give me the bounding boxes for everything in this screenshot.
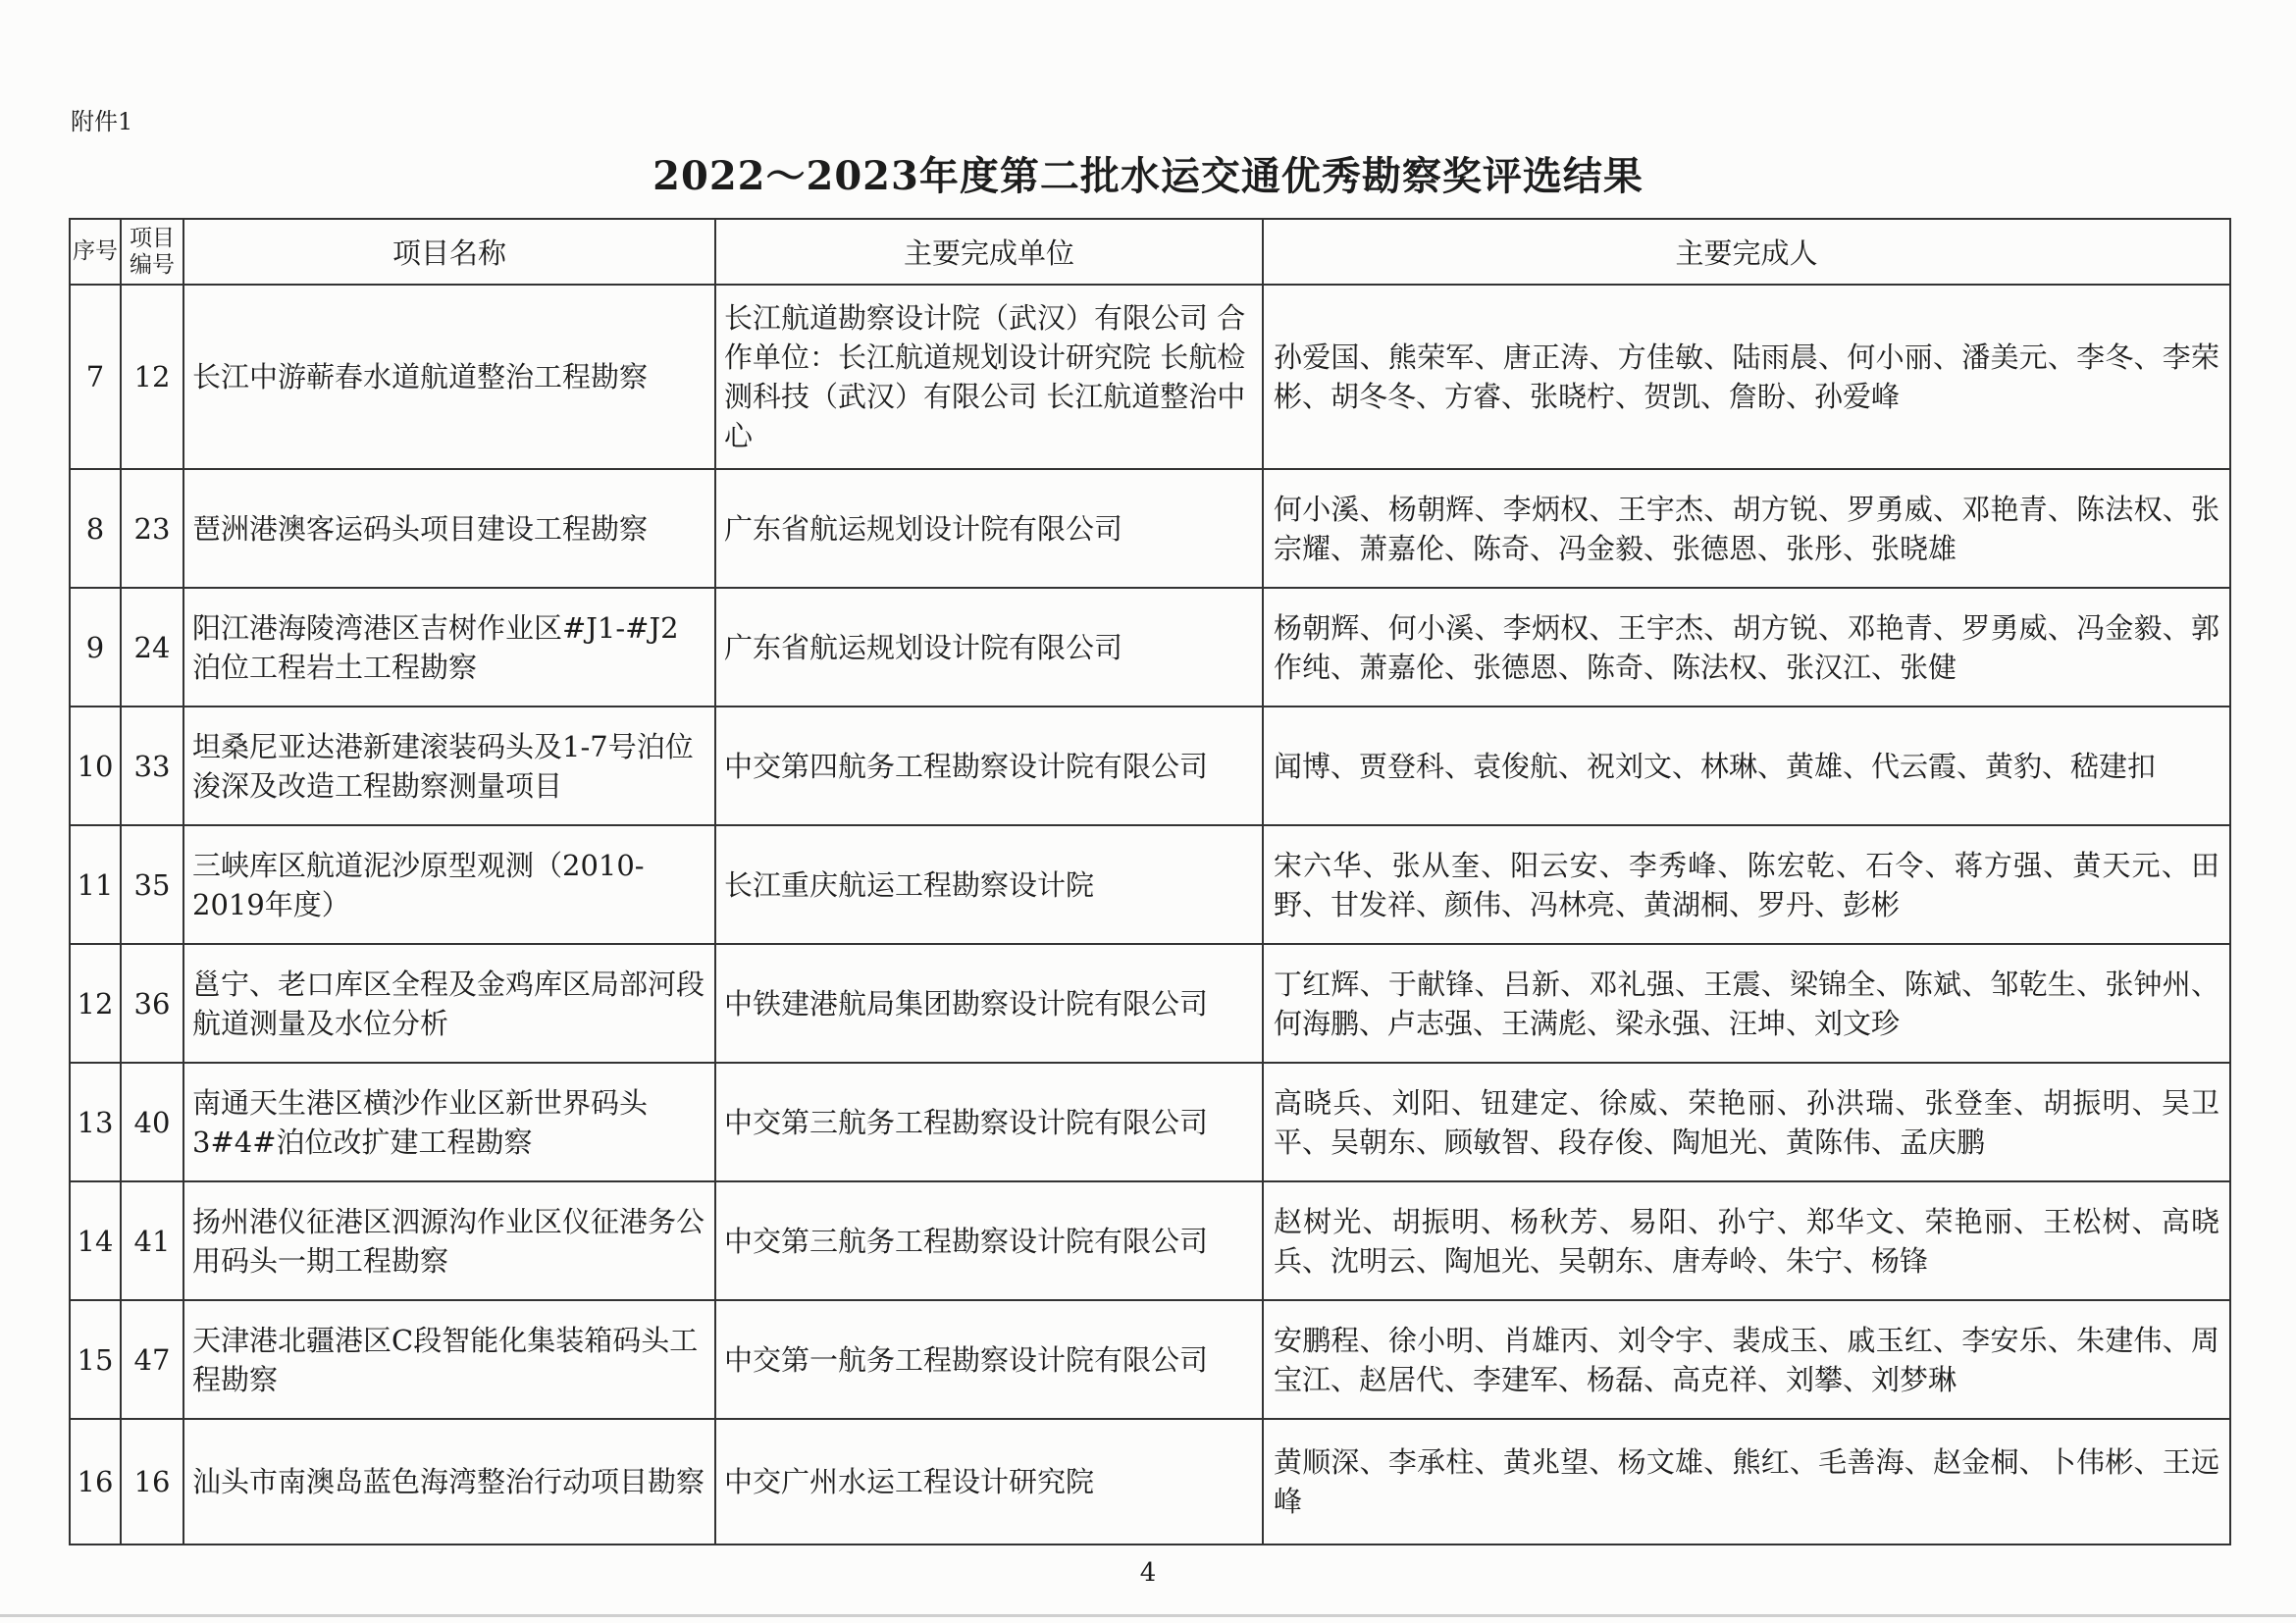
table-row <box>70 1063 2230 1181</box>
cell-project-number: 41 <box>121 1181 183 1300</box>
cell-main-unit: 中铁建港航局集团勘察设计院有限公司 <box>715 944 1263 1063</box>
table-row <box>70 1300 2230 1419</box>
cell-project-name: 琶洲港澳客运码头项目建设工程勘察 <box>183 469 715 588</box>
cell-project-name: 坦桑尼亚达港新建滚装码头及1-7号泊位浚深及改造工程勘察测量项目 <box>183 707 715 825</box>
header-seq: 序号 <box>70 219 121 285</box>
cell-main-unit: 广东省航运规划设计院有限公司 <box>715 469 1263 588</box>
cell-main-unit: 长江重庆航运工程勘察设计院 <box>715 825 1263 944</box>
cell-seq: 10 <box>70 707 121 825</box>
cell-project-number: 35 <box>121 825 183 944</box>
cell-main-people: 高晓兵、刘阳、钮建定、徐威、荣艳丽、孙洪瑞、张登奎、胡振明、吴卫平、吴朝东、顾敏智、段存俊、陶旭光、黄陈伟、孟庆鹏 <box>1263 1063 2230 1181</box>
cell-main-unit: 长江航道勘察设计院（武汉）有限公司 合作单位：长江航道规划设计研究院 长航检测科技（武汉）有限公司 长江航道整治中心 <box>715 285 1263 469</box>
results-table <box>69 218 2231 1545</box>
cell-project-number: 16 <box>121 1419 183 1544</box>
cell-seq: 12 <box>70 944 121 1063</box>
cell-project-name: 邕宁、老口库区全程及金鸡库区局部河段航道测量及水位分析 <box>183 944 715 1063</box>
table-row <box>70 1181 2230 1300</box>
header-main-people: 主要完成人 <box>1263 219 2230 285</box>
table-row <box>70 285 2230 469</box>
cell-main-people: 安鹏程、徐小明、肖雄丙、刘令宇、裴成玉、戚玉红、李安乐、朱建伟、周宝江、赵居代、李建军、杨磊、高克祥、刘攀、刘梦琳 <box>1263 1300 2230 1419</box>
cell-project-number: 40 <box>121 1063 183 1181</box>
attachment-label: 附件1 <box>71 108 133 135</box>
cell-seq: 13 <box>70 1063 121 1181</box>
cell-project-name: 三峡库区航道泥沙原型观测（2010-2019年度） <box>183 825 715 944</box>
table-row <box>70 944 2230 1063</box>
cell-project-name: 汕头市南澳岛蓝色海湾整治行动项目勘察 <box>183 1419 715 1544</box>
table-row <box>70 588 2230 707</box>
cell-main-people: 孙爱国、熊荣军、唐正涛、方佳敏、陆雨晨、何小丽、潘美元、李冬、李荣彬、胡冬冬、方睿、张晓柠、贺凯、詹盼、孙爱峰 <box>1263 285 2230 469</box>
cell-project-name: 长江中游蕲春水道航道整治工程勘察 <box>183 285 715 469</box>
cell-seq: 11 <box>70 825 121 944</box>
cell-seq: 14 <box>70 1181 121 1300</box>
table-row <box>70 1419 2230 1544</box>
cell-main-unit: 广东省航运规划设计院有限公司 <box>715 588 1263 707</box>
header-project-name: 项目名称 <box>183 219 715 285</box>
cell-project-number: 36 <box>121 944 183 1063</box>
bottom-divider <box>0 1614 2296 1617</box>
cell-seq: 8 <box>70 469 121 588</box>
cell-main-people: 黄顺深、李承柱、黄兆望、杨文雄、熊红、毛善海、赵金桐、卜伟彬、王远峰 <box>1263 1419 2230 1544</box>
cell-main-unit: 中交第一航务工程勘察设计院有限公司 <box>715 1300 1263 1419</box>
table-row <box>70 825 2230 944</box>
cell-main-unit: 中交第四航务工程勘察设计院有限公司 <box>715 707 1263 825</box>
cell-main-people: 杨朝辉、何小溪、李炳权、王宇杰、胡方锐、邓艳青、罗勇威、冯金毅、郭作纯、萧嘉伦、张德恩、陈奇、陈法权、张汉江、张健 <box>1263 588 2230 707</box>
table-body <box>70 285 2230 1544</box>
page-number: 4 <box>1139 1558 1157 1588</box>
cell-main-unit: 中交广州水运工程设计研究院 <box>715 1419 1263 1544</box>
cell-seq: 9 <box>70 588 121 707</box>
cell-project-name: 南通天生港区横沙作业区新世界码头3#4#泊位改扩建工程勘察 <box>183 1063 715 1181</box>
cell-seq: 15 <box>70 1300 121 1419</box>
table-row <box>70 469 2230 588</box>
cell-project-number: 33 <box>121 707 183 825</box>
cell-project-name: 阳江港海陵湾港区吉树作业区#J1-#J2泊位工程岩土工程勘察 <box>183 588 715 707</box>
cell-main-unit: 中交第三航务工程勘察设计院有限公司 <box>715 1063 1263 1181</box>
cell-project-name: 扬州港仪征港区泗源沟作业区仪征港务公用码头一期工程勘察 <box>183 1181 715 1300</box>
cell-main-people: 何小溪、杨朝辉、李炳权、王宇杰、胡方锐、罗勇威、邓艳青、陈法权、张宗耀、萧嘉伦、陈奇、冯金毅、张德恩、张彤、张晓雄 <box>1263 469 2230 588</box>
cell-project-number: 23 <box>121 469 183 588</box>
cell-project-number: 24 <box>121 588 183 707</box>
cell-main-people: 宋六华、张从奎、阳云安、李秀峰、陈宏乾、石令、蒋方强、黄天元、田野、甘发祥、颜伟、冯林亮、黄湖桐、罗丹、彭彬 <box>1263 825 2230 944</box>
cell-project-name: 天津港北疆港区C段智能化集装箱码头工程勘察 <box>183 1300 715 1419</box>
cell-seq: 16 <box>70 1419 121 1544</box>
header-main-unit: 主要完成单位 <box>715 219 1263 285</box>
cell-main-people: 丁红辉、于献锋、吕新、邓礼强、王震、梁锦全、陈斌、邹乾生、张钟州、何海鹏、卢志强、王满彪、梁永强、汪坤、刘文珍 <box>1263 944 2230 1063</box>
table-header-row <box>70 219 2230 285</box>
table-row <box>70 707 2230 825</box>
cell-seq: 7 <box>70 285 121 469</box>
cell-main-people: 赵树光、胡振明、杨秋芳、易阳、孙宁、郑华文、荣艳丽、王松树、高晓兵、沈明云、陶旭光、吴朝东、唐寿岭、朱宁、杨锋 <box>1263 1181 2230 1300</box>
cell-project-number: 47 <box>121 1300 183 1419</box>
header-project-number: 项目编号 <box>121 219 183 285</box>
cell-main-people: 闻博、贾登科、袁俊航、祝刘文、林琳、黄雄、代云霞、黄豹、嵇建扣 <box>1263 707 2230 825</box>
document-title: 2022～2023年度第二批水运交通优秀勘察奖评选结果 <box>652 153 1644 199</box>
cell-main-unit: 中交第三航务工程勘察设计院有限公司 <box>715 1181 1263 1300</box>
cell-project-number: 12 <box>121 285 183 469</box>
